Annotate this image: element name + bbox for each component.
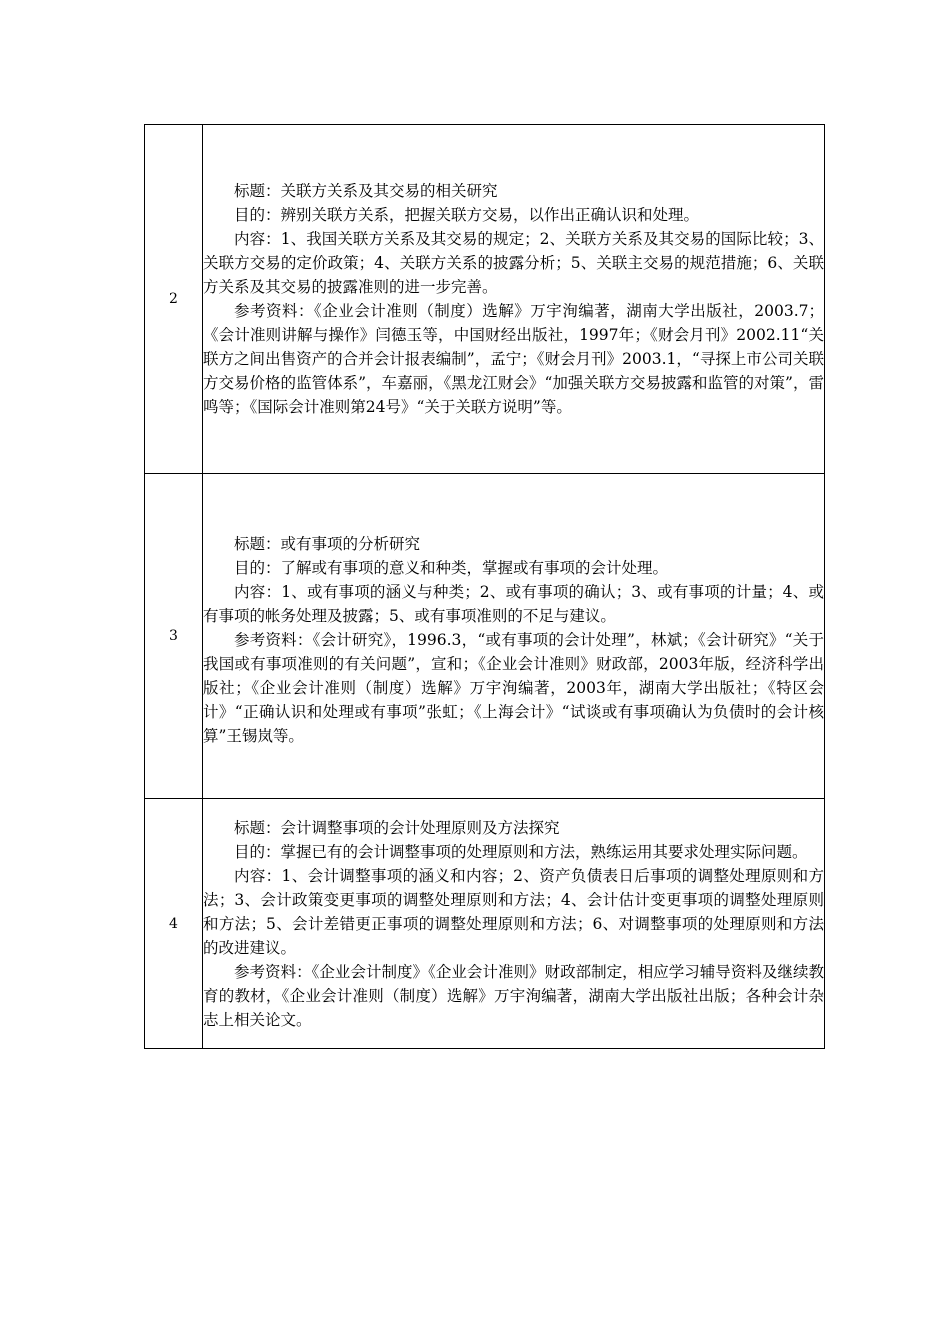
table-row <box>145 474 825 799</box>
title-line <box>203 179 824 203</box>
row-number: 3 <box>145 474 203 799</box>
title-label: 标题： <box>234 535 281 553</box>
table-row <box>145 125 825 474</box>
table-row <box>145 799 825 1049</box>
purpose-text: 目的：辨别关联方关系，把握关联方交易，以作出正确认识和处理。 <box>234 206 700 224</box>
topic-table <box>144 124 825 1049</box>
references-text: 参考资料：《企业会计准则（制度）选解》万宇洵编著，湖南大学出版社，2003.7；《会计准则讲解与操作》闫德玉等，中国财经出版社，1997年；《财会月刊》2002.11“关联方之间出售资产的合并会计报表编制”，孟宁；《财会月刊》2003.1，“寻探上市公司关联方交易价格的监管体系”，车嘉丽，《黑龙江财会》“加强关联方交易披露和监管的对策”，雷鸣等；《国际会计准则第24号》“关于关联方说明”等。 <box>203 302 824 416</box>
references-text: 参考资料：《企业会计制度》《企业会计准则》财政部制定，相应学习辅导资料及继续教育的教材，《企业会计准则（制度）选解》万宇洵编著，湖南大学出版社出版；各种会计杂志上相关论文。 <box>203 962 824 1029</box>
content-text: 内容：1、会计调整事项的涵义和内容；2、资产负债表日后事项的调整处理原则和方法；3、会计政策变更事项的调整处理原则和方法；4、会计估计变更事项的调整处理原则和方法；5、会计差错更正事项的调整处理原则和方法；6、对调整事项的处理原则和方法的改进建议。 <box>203 866 824 957</box>
title-label: 标题： <box>234 818 281 837</box>
row-content <box>203 799 825 1049</box>
content-text: 内容：1、或有事项的涵义与种类；2、或有事项的确认；3、或有事项的计量；4、或有事项的帐务处理及披露；5、或有事项准则的不足与建议。 <box>203 583 824 625</box>
title-line <box>203 532 824 556</box>
purpose-text: 目的：掌握已有的会计调整事项的处理原则和方法，熟练运用其要求处理实际问题。 <box>234 842 808 861</box>
row-number: 4 <box>145 799 203 1049</box>
title-line <box>203 816 824 840</box>
row-number: 2 <box>145 125 203 474</box>
title-label: 标题： <box>234 182 281 200</box>
row-content <box>203 474 825 799</box>
row-content <box>203 125 825 474</box>
topic-title: 会计调整事项的会计处理原则及方法探究 <box>280 818 560 837</box>
topic-title: 关联方关系及其交易的相关研究 <box>280 182 498 200</box>
content-text: 内容：1、我国关联方关系及其交易的规定；2、关联方关系及其交易的国际比较；3、关联方交易的定价政策；4、关联方关系的披露分析；5、关联主交易的规范措施；6、关联方关系及其交易的披露准则的进一步完善。 <box>203 230 824 296</box>
references-text: 参考资料：《会计研究》，1996.3，“或有事项的会计处理”，林斌；《会计研究》“关于我国或有事项准则的有关问题”，宣和；《企业会计准则》财政部，2003年版，经济科学出版社；《企业会计准则（制度）选解》万宇洵编著，2003年，湖南大学出版社；《特区会计》“正确认识和处理或有事项”张虹；《上海会计》“试谈或有事项确认为负债时的会计核算”王锡岚等。 <box>203 631 824 745</box>
topic-title: 或有事项的分析研究 <box>280 535 421 553</box>
purpose-text: 目的：了解或有事项的意义和种类，掌握或有事项的会计处理。 <box>234 559 669 577</box>
